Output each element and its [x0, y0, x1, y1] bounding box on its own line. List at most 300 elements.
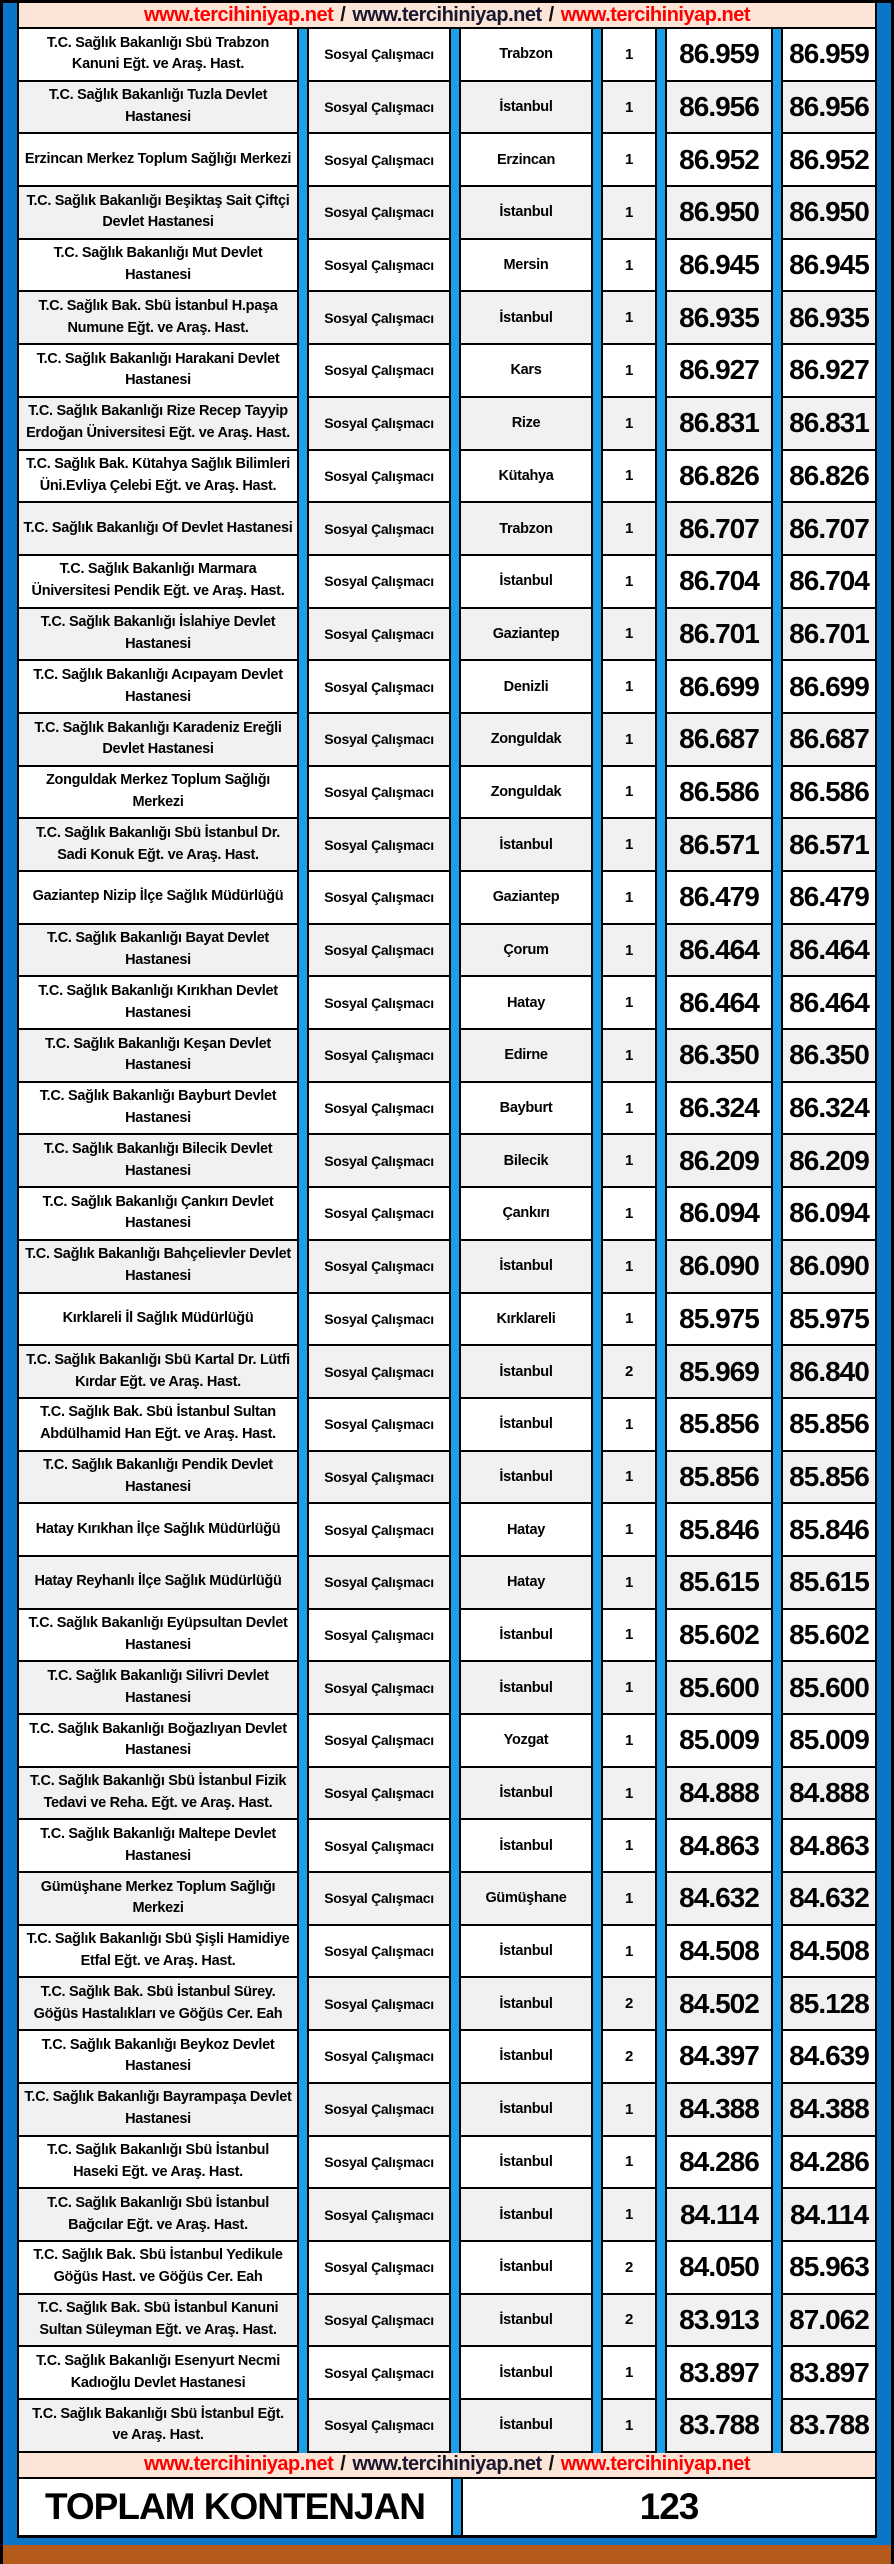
column-separator	[297, 1399, 309, 1452]
column-separator	[449, 2031, 461, 2084]
score-max-cell: 86.350	[783, 1030, 875, 1083]
institution-cell: T.C. Sağlık Bakanlığı Esenyurt Necmi Kadıoğlu Devlet Hastanesi	[19, 2347, 297, 2400]
site-url-link[interactable]: www.tercihiniyap.net	[352, 2453, 542, 2476]
quota-cell: 1	[603, 503, 655, 556]
column-separator	[297, 925, 309, 978]
column-separator	[771, 187, 783, 240]
profession-cell: Sosyal Çalışmacı	[309, 661, 449, 714]
score-max-cell: 86.464	[783, 925, 875, 978]
column-separator	[449, 1452, 461, 1505]
column-separator	[655, 661, 667, 714]
institution-cell: T.C. Sağlık Bak. Sbü İstanbul Yedikule Göğüs Hast. ve Göğüs Cer. Eah	[19, 2242, 297, 2295]
quota-cell: 1	[603, 2400, 655, 2453]
column-separator	[655, 609, 667, 662]
score-min-cell: 85.856	[667, 1399, 771, 1452]
column-separator	[591, 872, 603, 925]
column-separator	[771, 2084, 783, 2137]
table-row	[19, 609, 875, 662]
score-max-cell: 86.687	[783, 714, 875, 767]
column-separator	[449, 609, 461, 662]
column-separator	[297, 1452, 309, 1505]
column-separator	[449, 1135, 461, 1188]
column-separator	[591, 29, 603, 82]
table-row	[19, 556, 875, 609]
column-separator	[771, 1662, 783, 1715]
column-separator	[771, 1399, 783, 1452]
column-separator	[449, 1083, 461, 1136]
total-label: TOPLAM KONTENJAN	[19, 2479, 451, 2535]
url-banner-top	[19, 3, 875, 29]
column-separator	[297, 1294, 309, 1347]
score-min-cell: 85.602	[667, 1610, 771, 1663]
institution-cell: Gümüşhane Merkez Toplum Sağlığı Merkezi	[19, 1873, 297, 1926]
quota-cell: 1	[603, 2189, 655, 2242]
column-separator	[591, 1452, 603, 1505]
institution-cell: Erzincan Merkez Toplum Sağlığı Merkezi	[19, 134, 297, 187]
table-row	[19, 1873, 875, 1926]
score-min-cell: 85.975	[667, 1294, 771, 1347]
column-separator	[771, 1188, 783, 1241]
score-max-cell: 86.826	[783, 451, 875, 504]
profession-cell: Sosyal Çalışmacı	[309, 1978, 449, 2031]
score-min-cell: 84.286	[667, 2137, 771, 2190]
column-separator	[449, 2295, 461, 2348]
score-max-cell: 86.952	[783, 134, 875, 187]
column-separator	[297, 1135, 309, 1188]
column-separator	[655, 556, 667, 609]
quota-cell: 1	[603, 1715, 655, 1768]
profession-cell: Sosyal Çalışmacı	[309, 1188, 449, 1241]
column-separator	[449, 872, 461, 925]
banner-separator: /	[548, 3, 554, 26]
score-max-cell: 86.209	[783, 1135, 875, 1188]
column-separator	[297, 2295, 309, 2348]
table-row	[19, 398, 875, 451]
profession-cell: Sosyal Çalışmacı	[309, 292, 449, 345]
column-separator	[771, 1610, 783, 1663]
column-separator	[655, 1662, 667, 1715]
column-separator	[449, 1030, 461, 1083]
profession-cell: Sosyal Çalışmacı	[309, 2084, 449, 2137]
column-separator	[771, 1504, 783, 1557]
profession-cell: Sosyal Çalışmacı	[309, 1715, 449, 1768]
quota-cell: 1	[603, 1083, 655, 1136]
column-separator	[655, 2295, 667, 2348]
score-max-cell: 85.975	[783, 1294, 875, 1347]
institution-cell: T.C. Sağlık Bakanlığı Sbü Şişli Hamidiye Etfal Eğt. ve Araş. Hast.	[19, 1926, 297, 1979]
column-separator	[771, 451, 783, 504]
column-separator	[449, 1294, 461, 1347]
table-row	[19, 240, 875, 293]
column-separator	[771, 609, 783, 662]
institution-cell: T.C. Sağlık Bakanlığı Bilecik Devlet Hastanesi	[19, 1135, 297, 1188]
column-separator	[771, 292, 783, 345]
column-separator	[771, 2242, 783, 2295]
city-cell: İstanbul	[461, 82, 591, 135]
column-separator	[591, 2400, 603, 2453]
institution-cell: T.C. Sağlık Bakanlığı Kırıkhan Devlet Hastanesi	[19, 977, 297, 1030]
score-max-cell: 85.600	[783, 1662, 875, 1715]
column-separator	[297, 1346, 309, 1399]
profession-cell: Sosyal Çalışmacı	[309, 767, 449, 820]
quota-cell: 1	[603, 2347, 655, 2400]
institution-cell: T.C. Sağlık Bakanlığı Tuzla Devlet Hastanesi	[19, 82, 297, 135]
column-separator	[655, 1557, 667, 1610]
institution-cell: T.C. Sağlık Bakanlığı Keşan Devlet Hastanesi	[19, 1030, 297, 1083]
table-row	[19, 1135, 875, 1188]
score-min-cell: 84.397	[667, 2031, 771, 2084]
column-separator	[771, 2137, 783, 2190]
score-min-cell: 86.464	[667, 925, 771, 978]
score-max-cell: 86.571	[783, 819, 875, 872]
column-separator	[655, 925, 667, 978]
quota-cell: 1	[603, 292, 655, 345]
institution-cell: T.C. Sağlık Bakanlığı Bayat Devlet Hastanesi	[19, 925, 297, 978]
score-max-cell: 83.788	[783, 2400, 875, 2453]
score-max-cell: 85.615	[783, 1557, 875, 1610]
column-separator	[771, 1768, 783, 1821]
table-row	[19, 451, 875, 504]
city-cell: İstanbul	[461, 2347, 591, 2400]
column-separator	[297, 872, 309, 925]
column-separator	[771, 398, 783, 451]
column-separator	[591, 1873, 603, 1926]
profession-cell: Sosyal Çalışmacı	[309, 1504, 449, 1557]
quota-cell: 1	[603, 714, 655, 767]
column-separator	[655, 2242, 667, 2295]
column-separator	[655, 187, 667, 240]
column-separator	[771, 819, 783, 872]
score-min-cell: 86.956	[667, 82, 771, 135]
score-max-cell: 84.508	[783, 1926, 875, 1979]
institution-cell: T.C. Sağlık Bakanlığı Bayrampaşa Devlet Hastanesi	[19, 2084, 297, 2137]
city-cell: İstanbul	[461, 1820, 591, 1873]
column-separator	[449, 819, 461, 872]
column-separator	[591, 2031, 603, 2084]
profession-cell: Sosyal Çalışmacı	[309, 2400, 449, 2453]
table-frame	[3, 3, 891, 2541]
quota-cell: 1	[603, 925, 655, 978]
quota-cell: 2	[603, 1346, 655, 1399]
column-separator	[449, 240, 461, 293]
column-separator	[591, 1504, 603, 1557]
column-separator	[591, 292, 603, 345]
score-max-cell: 85.009	[783, 1715, 875, 1768]
city-cell: İstanbul	[461, 1926, 591, 1979]
column-separator	[591, 1610, 603, 1663]
column-separator	[449, 1715, 461, 1768]
city-cell: İstanbul	[461, 1610, 591, 1663]
score-max-cell: 84.286	[783, 2137, 875, 2190]
score-max-cell: 86.704	[783, 556, 875, 609]
column-separator	[655, 1820, 667, 1873]
score-min-cell: 86.687	[667, 714, 771, 767]
profession-cell: Sosyal Çalışmacı	[309, 1873, 449, 1926]
table-row	[19, 2400, 875, 2453]
column-separator	[771, 1715, 783, 1768]
profession-cell: Sosyal Çalışmacı	[309, 819, 449, 872]
column-separator	[771, 82, 783, 135]
column-separator	[297, 1926, 309, 1979]
quota-cell: 1	[603, 1926, 655, 1979]
table-row	[19, 1083, 875, 1136]
column-separator	[297, 2189, 309, 2242]
column-separator	[655, 451, 667, 504]
quota-cell: 1	[603, 345, 655, 398]
score-min-cell: 86.324	[667, 1083, 771, 1136]
column-separator	[297, 714, 309, 767]
table-row	[19, 714, 875, 767]
institution-cell: T.C. Sağlık Bakanlığı İslahiye Devlet Hastanesi	[19, 609, 297, 662]
institution-cell: T.C. Sağlık Bakanlığı Bayburt Devlet Hastanesi	[19, 1083, 297, 1136]
column-separator	[449, 556, 461, 609]
table-row	[19, 2295, 875, 2348]
column-separator	[771, 556, 783, 609]
column-separator	[771, 2400, 783, 2453]
score-min-cell: 86.935	[667, 292, 771, 345]
column-separator	[591, 1083, 603, 1136]
institution-cell: T.C. Sağlık Bak. Sbü İstanbul Kanuni Sultan Süleyman Eğt. ve Araş. Hast.	[19, 2295, 297, 2348]
column-separator	[771, 767, 783, 820]
column-separator	[655, 82, 667, 135]
quota-cell: 2	[603, 2295, 655, 2348]
score-min-cell: 86.350	[667, 1030, 771, 1083]
column-separator	[449, 345, 461, 398]
quota-cell: 1	[603, 1294, 655, 1347]
table-row	[19, 767, 875, 820]
column-separator	[655, 1399, 667, 1452]
column-separator	[771, 134, 783, 187]
column-separator	[451, 2479, 463, 2535]
profession-cell: Sosyal Çalışmacı	[309, 2242, 449, 2295]
url-banner-bottom	[19, 2453, 875, 2479]
score-max-cell: 83.897	[783, 2347, 875, 2400]
profession-cell: Sosyal Çalışmacı	[309, 556, 449, 609]
column-separator	[449, 134, 461, 187]
column-separator	[655, 1346, 667, 1399]
column-separator	[591, 82, 603, 135]
profession-cell: Sosyal Çalışmacı	[309, 1399, 449, 1452]
profession-cell: Sosyal Çalışmacı	[309, 1346, 449, 1399]
quota-cell: 1	[603, 134, 655, 187]
column-separator	[771, 1083, 783, 1136]
column-separator	[771, 29, 783, 82]
score-max-cell: 85.856	[783, 1452, 875, 1505]
column-separator	[655, 2084, 667, 2137]
city-cell: İstanbul	[461, 2189, 591, 2242]
column-separator	[771, 1873, 783, 1926]
table-row	[19, 1978, 875, 2031]
score-min-cell: 85.615	[667, 1557, 771, 1610]
column-separator	[449, 29, 461, 82]
column-separator	[771, 1452, 783, 1505]
column-separator	[297, 134, 309, 187]
profession-cell: Sosyal Çalışmacı	[309, 609, 449, 662]
city-cell: Hatay	[461, 1504, 591, 1557]
table-row	[19, 1452, 875, 1505]
quota-cell: 2	[603, 2031, 655, 2084]
column-separator	[591, 503, 603, 556]
site-url-link[interactable]: www.tercihiniyap.net	[143, 3, 334, 26]
score-min-cell: 85.846	[667, 1504, 771, 1557]
score-max-cell: 86.840	[783, 1346, 875, 1399]
institution-cell: T.C. Sağlık Bakanlığı Sbü İstanbul Haseki Eğt. ve Araş. Hast.	[19, 2137, 297, 2190]
column-separator	[591, 134, 603, 187]
score-min-cell: 86.952	[667, 134, 771, 187]
score-max-cell: 86.927	[783, 345, 875, 398]
column-separator	[771, 240, 783, 293]
city-cell: İstanbul	[461, 1399, 591, 1452]
quota-cell: 1	[603, 609, 655, 662]
column-separator	[297, 556, 309, 609]
column-separator	[655, 345, 667, 398]
quota-cell: 1	[603, 1610, 655, 1663]
score-max-cell: 84.863	[783, 1820, 875, 1873]
score-min-cell: 86.094	[667, 1188, 771, 1241]
score-max-cell: 86.959	[783, 29, 875, 82]
city-cell: Denizli	[461, 661, 591, 714]
site-url-link[interactable]: www.tercihiniyap.net	[352, 3, 542, 26]
profession-cell: Sosyal Çalışmacı	[309, 1030, 449, 1083]
column-separator	[449, 1346, 461, 1399]
profession-cell: Sosyal Çalışmacı	[309, 82, 449, 135]
score-min-cell: 84.388	[667, 2084, 771, 2137]
column-separator	[591, 398, 603, 451]
score-max-cell: 86.831	[783, 398, 875, 451]
column-separator	[655, 2347, 667, 2400]
column-separator	[655, 1452, 667, 1505]
table-row	[19, 2347, 875, 2400]
table-row	[19, 661, 875, 714]
quota-cell: 1	[603, 819, 655, 872]
table-row	[19, 2242, 875, 2295]
column-separator	[591, 1557, 603, 1610]
score-min-cell: 84.050	[667, 2242, 771, 2295]
column-separator	[591, 2137, 603, 2190]
institution-cell: T.C. Sağlık Bakanlığı Mut Devlet Hastanesi	[19, 240, 297, 293]
table-row	[19, 819, 875, 872]
score-max-cell: 84.114	[783, 2189, 875, 2242]
city-cell: İstanbul	[461, 292, 591, 345]
column-separator	[655, 2400, 667, 2453]
city-cell: İstanbul	[461, 187, 591, 240]
column-separator	[449, 398, 461, 451]
column-separator	[591, 661, 603, 714]
column-separator	[591, 609, 603, 662]
column-separator	[591, 556, 603, 609]
quota-cell: 1	[603, 240, 655, 293]
city-cell: İstanbul	[461, 556, 591, 609]
column-separator	[771, 1978, 783, 2031]
score-max-cell: 86.464	[783, 977, 875, 1030]
column-separator	[591, 2242, 603, 2295]
column-separator	[449, 1504, 461, 1557]
site-url-link[interactable]: www.tercihiniyap.net	[560, 3, 750, 26]
table-row	[19, 1030, 875, 1083]
column-separator	[771, 977, 783, 1030]
column-separator	[591, 714, 603, 767]
bottom-orange-bar	[0, 2545, 894, 2564]
score-min-cell: 86.950	[667, 187, 771, 240]
column-separator	[297, 451, 309, 504]
table-row	[19, 503, 875, 556]
institution-cell: T.C. Sağlık Bak. Sbü İstanbul H.paşa Numune Eğt. ve Araş. Hast.	[19, 292, 297, 345]
institution-cell: T.C. Sağlık Bakanlığı Sbü İstanbul Bağcılar Eğt. ve Araş. Hast.	[19, 2189, 297, 2242]
city-cell: Erzincan	[461, 134, 591, 187]
score-min-cell: 86.831	[667, 398, 771, 451]
column-separator	[655, 1610, 667, 1663]
quota-cell: 1	[603, 1188, 655, 1241]
institution-cell: T.C. Sağlık Bakanlığı Boğazlıyan Devlet Hastanesi	[19, 1715, 297, 1768]
column-separator	[297, 1610, 309, 1663]
column-separator	[771, 714, 783, 767]
score-min-cell: 83.913	[667, 2295, 771, 2348]
column-separator	[591, 977, 603, 1030]
profession-cell: Sosyal Çalışmacı	[309, 714, 449, 767]
institution-cell: T.C. Sağlık Bakanlığı Karadeniz Ereğli Devlet Hastanesi	[19, 714, 297, 767]
score-min-cell: 86.586	[667, 767, 771, 820]
column-separator	[297, 819, 309, 872]
column-separator	[655, 1188, 667, 1241]
profession-cell: Sosyal Çalışmacı	[309, 2347, 449, 2400]
city-cell: İstanbul	[461, 1768, 591, 1821]
column-separator	[297, 240, 309, 293]
site-url-link[interactable]: www.tercihiniyap.net	[143, 2453, 334, 2476]
column-separator	[297, 398, 309, 451]
institution-cell: Kırklareli İl Sağlık Müdürlüğü	[19, 1294, 297, 1347]
column-separator	[655, 1768, 667, 1821]
column-separator	[591, 187, 603, 240]
institution-cell: Hatay Kırıkhan İlçe Sağlık Müdürlüğü	[19, 1504, 297, 1557]
site-url-link[interactable]: www.tercihiniyap.net	[560, 2453, 750, 2476]
score-min-cell: 86.959	[667, 29, 771, 82]
quota-cell: 1	[603, 1399, 655, 1452]
score-min-cell: 86.927	[667, 345, 771, 398]
table-row	[19, 134, 875, 187]
column-separator	[591, 925, 603, 978]
city-cell: Trabzon	[461, 29, 591, 82]
table-row	[19, 1820, 875, 1873]
column-separator	[655, 1715, 667, 1768]
quota-cell: 1	[603, 1135, 655, 1188]
city-cell: İstanbul	[461, 1978, 591, 2031]
city-cell: Zonguldak	[461, 767, 591, 820]
institution-cell: T.C. Sağlık Bakanlığı Of Devlet Hastanesi	[19, 503, 297, 556]
banner-separator: /	[340, 2453, 346, 2476]
column-separator	[655, 1083, 667, 1136]
column-separator	[771, 925, 783, 978]
profession-cell: Sosyal Çalışmacı	[309, 1662, 449, 1715]
city-cell: Mersin	[461, 240, 591, 293]
column-separator	[591, 345, 603, 398]
results-table	[17, 3, 877, 2538]
column-separator	[591, 451, 603, 504]
score-max-cell: 86.094	[783, 1188, 875, 1241]
column-separator	[449, 1820, 461, 1873]
column-separator	[655, 240, 667, 293]
score-max-cell: 86.479	[783, 872, 875, 925]
column-separator	[655, 1241, 667, 1294]
total-row	[19, 2479, 875, 2535]
table-row	[19, 1241, 875, 1294]
column-separator	[591, 1662, 603, 1715]
column-separator	[771, 1241, 783, 1294]
column-separator	[449, 1188, 461, 1241]
table-row	[19, 1610, 875, 1663]
score-max-cell: 86.935	[783, 292, 875, 345]
column-separator	[297, 1030, 309, 1083]
column-separator	[297, 345, 309, 398]
